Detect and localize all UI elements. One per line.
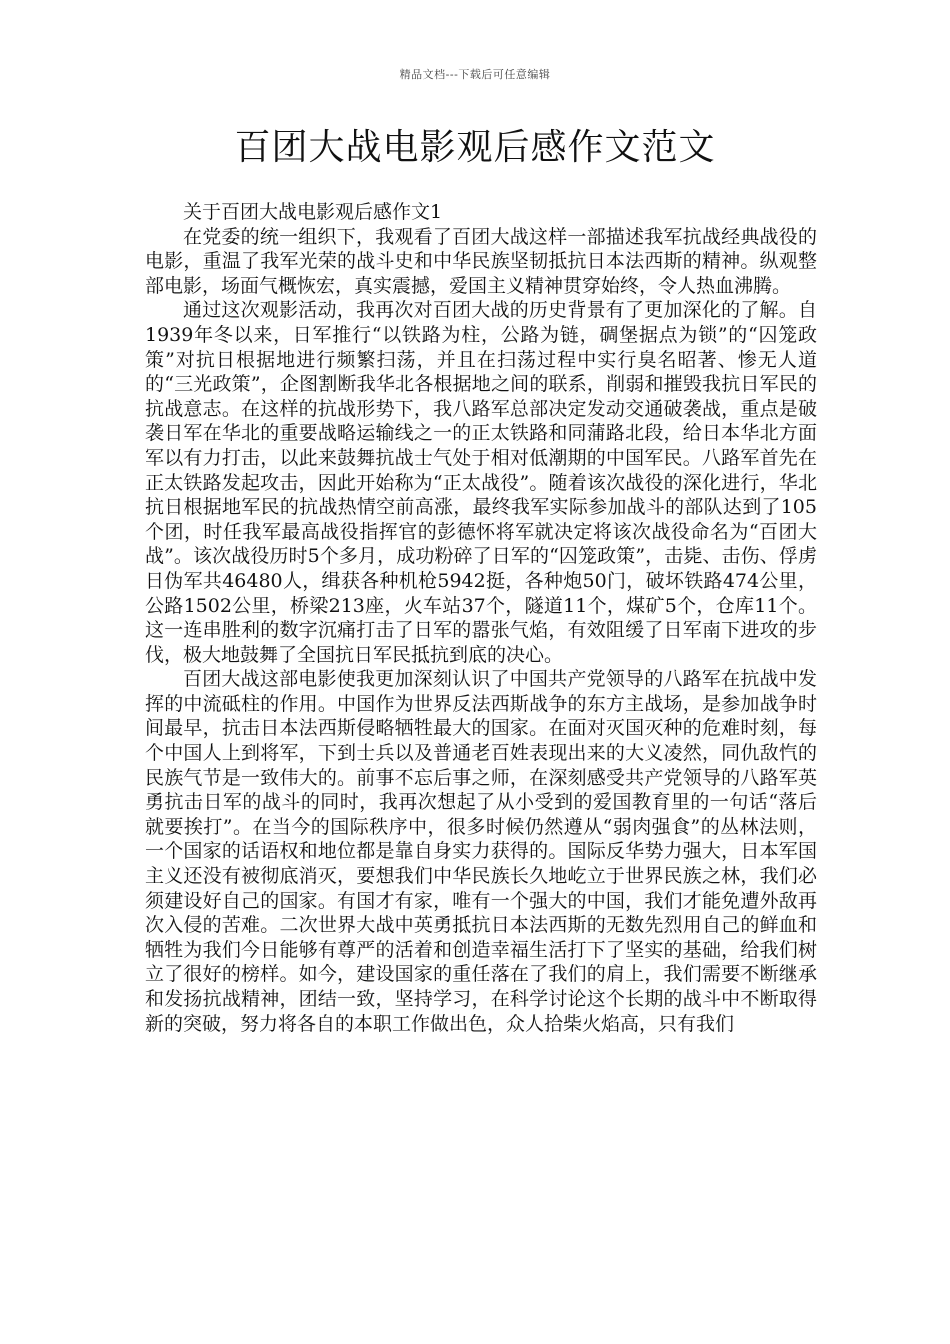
section-heading: 关于百团大战电影观后感作文1 xyxy=(183,201,443,223)
page-header: 精品文档---下载后可任意编辑 xyxy=(399,68,551,81)
paragraph-1: 在党委的统一组织下，我观看了百团大战这样一部描述我军抗战经典战役的电影，重温了我军光荣的战斗史和中华民族坚韧抵抗日本法西斯的精神。纵观整部电影，场面气概恢宏，真实震撼，爱国主义精神贯穿始终，令人热血沸腾。 xyxy=(145,225,817,297)
paragraph-3: 百团大战这部电影使我更加深刻认识了中国共产党领导的八路军在抗战中发挥的中流砥柱的作用。中国作为世界反法西斯战争的东方主战场，是参加战争时间最早，抗击日本法西斯侵略牺牲最大的国家。在面对灭国灭种的危难时刻，每个中国人上到将军，下到士兵以及普通老百姓表现出来的大义凌然，同仇敌忾的民族气节是一致伟大的。前事不忘后事之师，在深刻感受共产党领导的八路军英勇抗击日军的战斗的同时，我再次想起了从小受到的爱国教育里的一句话“落后就要挨打”。在当今的国际秩序中，很多时候仍然遵从“弱肉强食”的丛林法则，一个国家的话语权和地位都是靠自身实力获得的。国际反华势力强大，日本军国主义还没有被彻底消灭，要想我们中华民族长久地屹立于世界民族之林，我们必须建设好自己的国家。有国才有家，唯有一个强大的中国，我们才能免遭外敌再次入侵的苦难。二次世界大战中英勇抵抗日本法西斯的无数先烈用自己的鲜血和牺牲为我们今日能够有尊严的活着和创造幸福生活打下了坚实的基础，给我们树立了很好的榜样。如今，建设国家的重任落在了我们的肩上，我们需要不断继承和发扬抗战精神，团结一致，坚持学习，在科学讨论这个长期的战斗中不断取得新的突破，努力将各自的本职工作做出色，众人拾柴火焰高，只有我们 xyxy=(145,668,817,1035)
document-title: 百团大战电影观后感作文范文 xyxy=(234,127,716,168)
document-body xyxy=(145,200,817,1036)
paragraph-2: 通过这次观影活动，我再次对百团大战的历史背景有了更加深化的了解。自1939年冬以来，日军推行“以铁路为柱，公路为链，碉堡据点为锁”的“囚笼政策”对抗日根据地进行频繁扫荡，并且在扫荡过程中实行臭名昭著、惨无人道的“三光政策”，企图割断我华北各根据地之间的联系，削弱和摧毁我抗日军民的抗战意志。在这样的抗战形势下，我八路军总部决定发动交通破袭战，重点是破袭日军在华北的重要战略运输线之一的正太铁路和同蒲路北段，给日本华北方面军以有力打击，以此来鼓舞抗战士气处于相对低潮期的中国军民。八路军首先在正太铁路发起攻击，因此开始称为“正太战役”。随着该次战役的深化进行，华北抗日根据地军民的抗战热情空前高涨，最终我军实际参加战斗的部队达到了105个团，时任我军最高战役指挥官的彭德怀将军就决定将该次战役命名为“百团大战”。该次战役历时5个多月，成功粉碎了日军的“囚笼政策”，击毙、击伤、俘虏日伪军共46480人，缉获各种机枪5942挺，各种炮50门，破坏铁路474公里，公路1502公里，桥梁213座，火车站37个，隧道11个，煤矿5个，仓库11个。这一连串胜利的数字沉痛打击了日军的嚣张气焰，有效阻缓了日军南下进攻的步伐，极大地鼓舞了全国抗日军民抵抗到底的决心。 xyxy=(145,299,817,666)
